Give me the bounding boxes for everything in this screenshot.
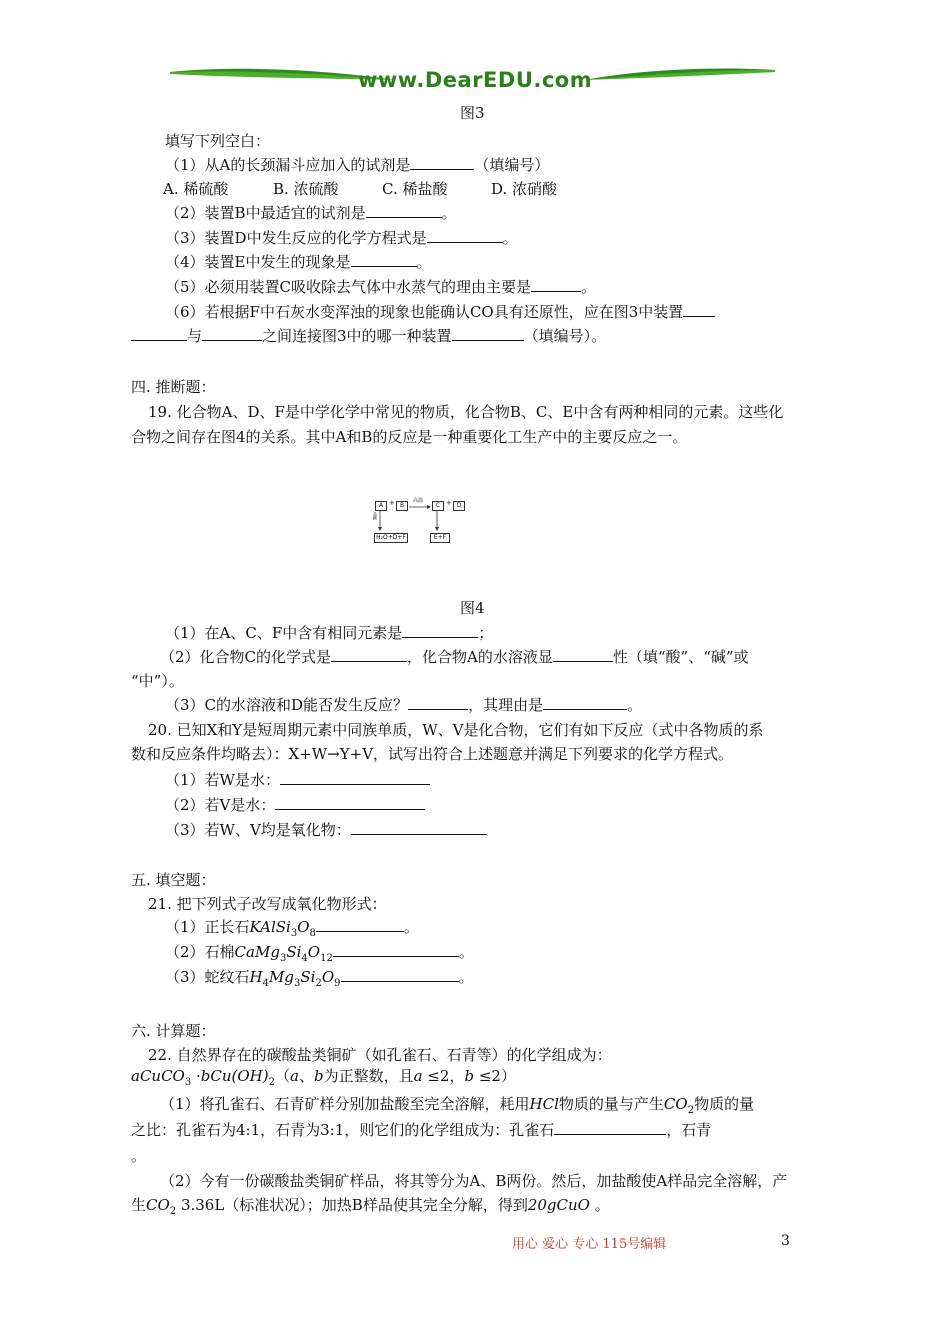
formula: H — [249, 968, 263, 986]
formula: CO — [146, 1196, 170, 1214]
answer-blank[interactable] — [202, 326, 262, 341]
figure-4-diagram — [372, 498, 472, 546]
q21-sub-2 — [165, 942, 474, 969]
section-4-title: 四. 推断题： — [131, 378, 216, 396]
q22-sub-1-text: （1）将孔雀石、石青矿样分别加盐酸至完全溶解，耗用 — [160, 1095, 530, 1113]
node-a: A — [375, 501, 387, 511]
q19-sub-3-text-b: ，其理由是 — [468, 696, 544, 714]
q22-sub-1-line-2 — [131, 1120, 711, 1140]
node-products-right: E+F — [430, 533, 450, 543]
q20-sub-1-text: （1）若W是水： — [165, 771, 280, 789]
q22-sub-2-line-2 — [131, 1195, 610, 1222]
separator: ， — [449, 1067, 465, 1085]
q21-sub-1-label: （1）正长石 — [165, 918, 250, 936]
q18-item-4-text: （4）装置E中发生的现象是 — [165, 253, 351, 271]
node-products-left: H₂O+D+F — [374, 533, 408, 543]
node-c: C — [432, 501, 444, 511]
q20-sub-1 — [165, 770, 430, 790]
formula: O — [321, 968, 335, 986]
period: 。 — [589, 1196, 610, 1214]
plus-sign: + — [389, 499, 395, 507]
inequality: ≤2 — [474, 1067, 501, 1085]
plus-sign: + — [446, 499, 452, 507]
answer-blank[interactable] — [543, 695, 627, 710]
subscript: 2 — [687, 1105, 695, 1116]
formula: 20gCuO — [527, 1196, 590, 1214]
formula: O — [307, 943, 321, 961]
q18-item-4 — [165, 252, 432, 272]
answer-blank[interactable] — [553, 647, 613, 662]
answer-blank[interactable] — [554, 1120, 666, 1135]
period: 。 — [458, 943, 474, 961]
answer-blank[interactable] — [331, 647, 407, 662]
q18-item-5 — [165, 277, 596, 297]
reaction-arrow — [409, 505, 431, 509]
q18-item-3 — [165, 228, 518, 248]
q18-item-6a — [165, 302, 715, 322]
answer-blank[interactable] — [452, 326, 524, 341]
q18-item-1 — [165, 155, 549, 175]
q22-sub-1-text-d: 之比：孔雀石为4:1，石青为3:1，则它们的化学组成为：孔雀石 — [131, 1121, 555, 1139]
q18-item-6b — [131, 326, 606, 346]
formula: Si — [286, 943, 302, 961]
page-number: 3 — [781, 1233, 790, 1249]
answer-blank[interactable] — [402, 623, 478, 638]
q19-sub-2-text: （2）化合物C的化学式是 — [160, 648, 332, 666]
formula: ·bCu(OH) — [191, 1067, 269, 1085]
q19-line-1: 19. 化合物A、D、F是中学化学中常见的物质，化合物B、C、E中含有两种相同的元素。这些化 — [148, 403, 784, 421]
q18-option-c: C. 稀盐酸 — [382, 180, 448, 198]
formula: KAlSi — [249, 918, 291, 936]
formula: aCuCO — [131, 1067, 185, 1085]
variable: a — [289, 1067, 299, 1085]
q19-sub-2-text-b: ，化合物A的水溶液显 — [407, 648, 553, 666]
q22-sub-1-line-1 — [160, 1094, 754, 1121]
answer-blank[interactable] — [531, 277, 581, 292]
q20-line-1: 20. 已知X和Y是短周期元素中同族单质，W、V是化合物，它们有如下反应（式中各物质的系 — [148, 721, 764, 739]
period: 。 — [458, 968, 474, 986]
q18-option-d: D. 浓硝酸 — [491, 180, 558, 198]
formula: CO — [663, 1095, 688, 1113]
period: 。 — [502, 229, 518, 247]
answer-blank[interactable] — [408, 695, 468, 710]
q20-sub-2-text: （2）若V是水： — [165, 796, 276, 814]
figure-3-caption: 图3 — [460, 104, 485, 122]
q19-sub-2-text-c: 性（填“酸”、“碱”或 — [612, 648, 749, 666]
subscript: 8 — [309, 928, 316, 939]
q21-sub-1 — [165, 917, 419, 944]
period: 。 — [403, 918, 419, 936]
q22-sub-2-line-1: （2）今有一份碳酸盐类铜矿样品，将其等分为A、B两份。然后，加盐酸使A样品完全溶解，产 — [160, 1172, 788, 1190]
q19-sub-3-text: （3）C的水溶液和D能否发生反应？ — [165, 696, 409, 714]
q18-item-6-end: （填编号）。 — [523, 327, 607, 345]
q22-sub-1-text-c: 物质的量 — [694, 1095, 755, 1113]
subscript: 4 — [262, 978, 270, 989]
q18-item-1-end: （填编号） — [474, 156, 550, 174]
inequality: ≤2 — [422, 1067, 450, 1085]
q18-option-b: B. 浓硫酸 — [273, 180, 339, 198]
q18-item-6-mid: 之间连接图3中的哪一种装置 — [262, 327, 452, 345]
subscript: 2 — [315, 978, 322, 989]
subscript: 9 — [334, 978, 341, 989]
period: 。 — [441, 204, 457, 222]
q19-sub-2-cont: “中”）。 — [131, 672, 184, 690]
subscript: 3 — [293, 978, 301, 989]
variable: b — [313, 1067, 324, 1085]
answer-blank[interactable] — [131, 326, 187, 341]
q19-sub-1-text: （1）在A、C、F中含有相同元素是 — [165, 624, 403, 642]
formula: CaMg — [234, 943, 280, 961]
q18-item-2 — [165, 203, 457, 223]
answer-blank[interactable] — [333, 942, 459, 957]
reaction-arrow-label: 高温 — [413, 498, 424, 504]
paren: ） — [500, 1067, 516, 1085]
subscript: 4 — [301, 953, 308, 964]
q18-option-a: A. 稀硫酸 — [163, 180, 229, 198]
formula: Mg — [269, 968, 294, 986]
q21-sub-3 — [165, 967, 474, 994]
q22-formula-line — [131, 1066, 516, 1093]
subscript: 3 — [290, 928, 298, 939]
period: 。 — [627, 696, 643, 714]
formula: O — [297, 918, 310, 936]
q21-prompt: 21. 把下列式子改写成氧化物形式： — [148, 895, 387, 913]
q20-sub-2 — [165, 795, 425, 815]
answer-blank[interactable] — [351, 252, 417, 267]
q18-item-3-text: （3）装置D中发生反应的化学方程式是 — [165, 229, 427, 247]
answer-blank[interactable] — [366, 203, 442, 218]
q22-sub-1-text-e: ，石青 — [666, 1121, 712, 1139]
q18-intro: 填写下列空白： — [165, 132, 271, 150]
q19-sub-1 — [165, 623, 493, 643]
q22-sub-2-text-b: 3.36L（标准状况）；加热B样品使其完全分解，得到 — [176, 1196, 528, 1214]
paren: （ — [274, 1067, 290, 1085]
subscript: 2 — [268, 1077, 275, 1088]
separator: 、 — [298, 1067, 314, 1085]
condition-text: 为正整数，且 — [323, 1067, 414, 1085]
q22-sub-1-line-3: 。 — [131, 1147, 147, 1165]
subscript: 12 — [320, 953, 333, 964]
semicolon: ； — [478, 624, 494, 642]
answer-blank[interactable] — [341, 967, 459, 982]
site-logo-text: www.DearEDU.com — [358, 68, 593, 92]
variable: a — [413, 1067, 423, 1085]
node-b: B — [396, 501, 408, 511]
node-d: D — [453, 501, 465, 511]
variable: b — [464, 1067, 475, 1085]
formula: HCl — [529, 1095, 559, 1113]
down-arrow-left — [378, 511, 382, 531]
period: 。 — [581, 278, 597, 296]
q22-sub-2-text: 生 — [131, 1196, 147, 1214]
q19-line-2: 合物之间存在图4的关系。其中A和B的反应是一种重要化工生产中的主要反应之一。 — [131, 428, 688, 446]
q18-item-1-text: （1）从A的长颈漏斗应加入的试剂是 — [165, 156, 411, 174]
section-6-title: 六. 计算题： — [131, 1022, 216, 1040]
answer-blank[interactable] — [427, 228, 503, 243]
period: 。 — [416, 253, 432, 271]
footer-text: 用心 爱心 专心 115号编辑 — [512, 1237, 667, 1252]
q19-sub-3 — [165, 695, 642, 715]
section-5-title: 五. 填空题： — [131, 871, 216, 889]
q22-line-1: 22. 自然界存在的碳酸盐类铜矿（如孔雀石、石青等）的化学组成为： — [148, 1046, 612, 1064]
q21-sub-3-label: （3）蛇纹石 — [165, 968, 250, 986]
q18-item-2-text: （2）装置B中最适宜的试剂是 — [165, 204, 366, 222]
answer-blank[interactable] — [275, 795, 425, 810]
answer-blank[interactable] — [410, 155, 474, 170]
formula: Si — [300, 968, 316, 986]
q20-sub-3 — [165, 820, 487, 840]
q22-sub-1-text-b: 物质的量与产生 — [558, 1095, 664, 1113]
q20-sub-3-text: （3）若W、V均是氧化物： — [165, 821, 351, 839]
subscript: 3 — [279, 953, 287, 964]
answer-blank[interactable] — [316, 917, 404, 932]
down-arrow-right — [435, 511, 439, 531]
subscript: 3 — [184, 1077, 192, 1088]
answer-blank[interactable] — [351, 820, 487, 835]
q20-line-2: 数和反应条件均略去）：X+W→Y+V，试写出符合上述题意并满足下列要求的化学方程式。 — [131, 745, 734, 763]
figure-4-caption: 图4 — [460, 599, 485, 617]
q18-item-5-text: （5）必须用装置C吸收除去气体中水蒸气的理由主要是 — [165, 278, 532, 296]
side-label: 盐酸 — [373, 512, 378, 520]
q21-sub-2-label: （2）石棉 — [165, 943, 235, 961]
answer-blank[interactable] — [280, 770, 430, 785]
answer-blank[interactable] — [683, 302, 715, 317]
subscript: 2 — [169, 1206, 177, 1217]
q18-item-6-text: （6）若根据F中石灰水变浑浊的现象也能确认CO具有还原性，应在图3中装置 — [165, 303, 684, 321]
q19-sub-2 — [160, 647, 749, 667]
q18-item-6-and: 与 — [187, 327, 203, 345]
